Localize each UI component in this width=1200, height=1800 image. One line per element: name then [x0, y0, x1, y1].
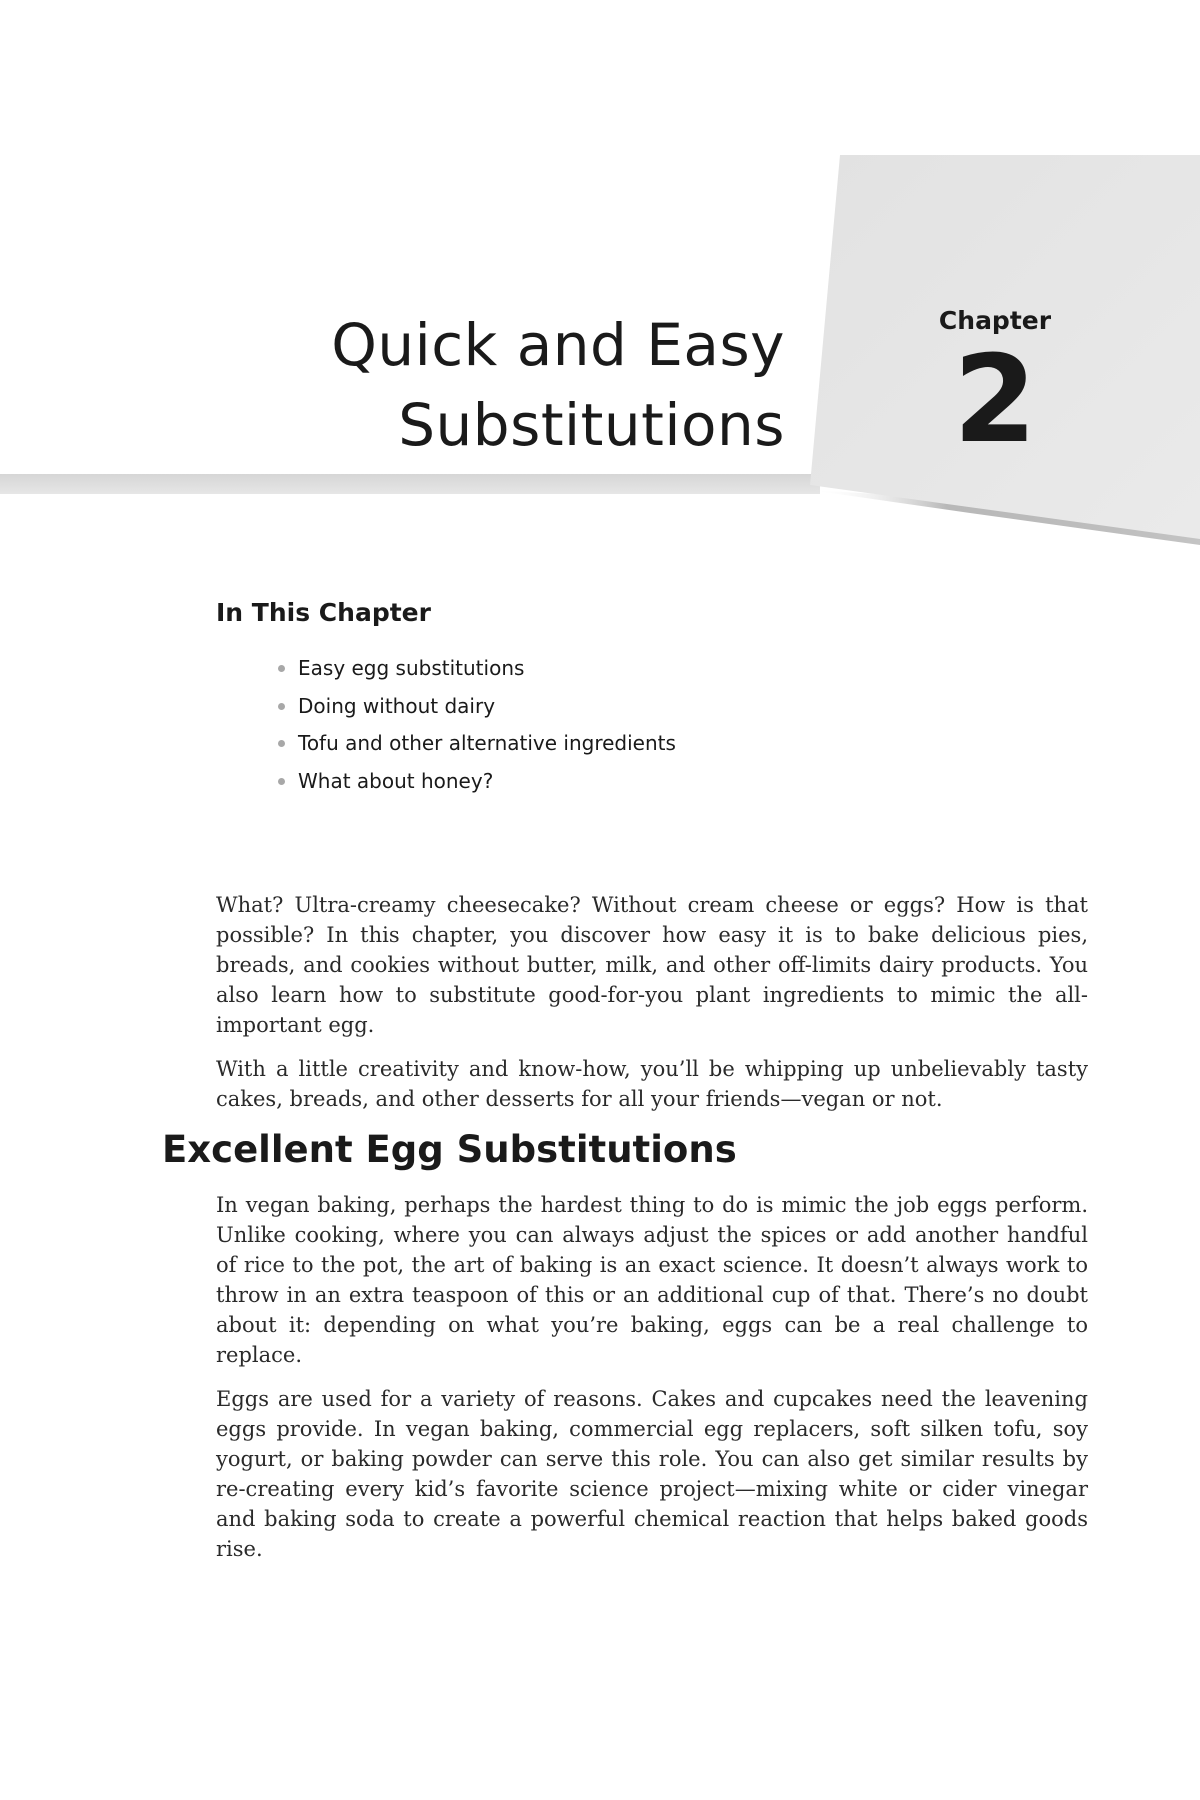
chapter-title-line-2: Substitutions	[398, 391, 785, 459]
bullet-icon	[278, 740, 285, 747]
intro-paragraph-1: What? Ultra-creamy cheesecake? Without cream cheese or eggs? How is that possible? In this chapter, you discover how easy it is to bake delicious pies, breads, and cookies without butter, milk, and other off-limits dairy products. You also learn how to substitute good-for-you plant ingredients to mimic the all-important egg.	[216, 893, 1088, 1037]
in-this-chapter-heading: In This Chapter	[216, 598, 431, 627]
list-item	[276, 763, 676, 801]
chapter-number: 2	[953, 331, 1037, 470]
chapter-title	[185, 305, 785, 465]
section-paragraph-1: In vegan baking, perhaps the hardest thing to do is mimic the job eggs perform. Unlike cooking, where you can always adjust the spices or add another handful of rice to the pot, the art of baking is an exact science. It doesn’t always work to throw in an extra teaspoon of this or an additional cup of that. There’s no doubt about it: depending on what you’re baking, eggs can be a real challenge to replace.	[216, 1193, 1088, 1367]
intro-section	[216, 890, 1088, 1128]
chapter-topics-list	[276, 650, 676, 800]
list-item	[276, 688, 676, 726]
topic-label: Doing without dairy	[298, 693, 496, 718]
chapter-label: Chapter	[938, 306, 1052, 335]
topic-label: Tofu and other alternative ingredients	[298, 731, 676, 755]
topic-label: Easy egg substitutions	[298, 656, 525, 680]
intro-paragraph-2: With a little creativity and know-how, you’ll be whipping up unbelievably tasty cakes, breads, and other desserts for all your friends—vegan or not.	[216, 1057, 1088, 1111]
topic-label: What about honey?	[298, 768, 494, 793]
section-paragraph-2: Eggs are used for a variety of reasons. Cakes and cupcakes need the leavening eggs provide. In vegan baking, commercial egg replacers, soft silken tofu, soy yogurt, or baking powder can serve this role. You can also get similar results by re-creating every kid’s favorite science project—mixing white or cider vinegar and baking soda to create a powerful chemical reaction that helps baked goods rise.	[216, 1387, 1088, 1561]
title-rule-band	[0, 474, 820, 494]
section-heading: Excellent Egg Substitutions	[162, 1128, 737, 1171]
bullet-icon	[278, 703, 285, 710]
section-body	[216, 1190, 1088, 1578]
bullet-icon	[278, 665, 285, 672]
list-item	[276, 725, 676, 763]
chapter-title-line-1: Quick and Easy	[331, 311, 785, 379]
list-item	[276, 650, 676, 688]
bullet-icon	[278, 778, 285, 785]
